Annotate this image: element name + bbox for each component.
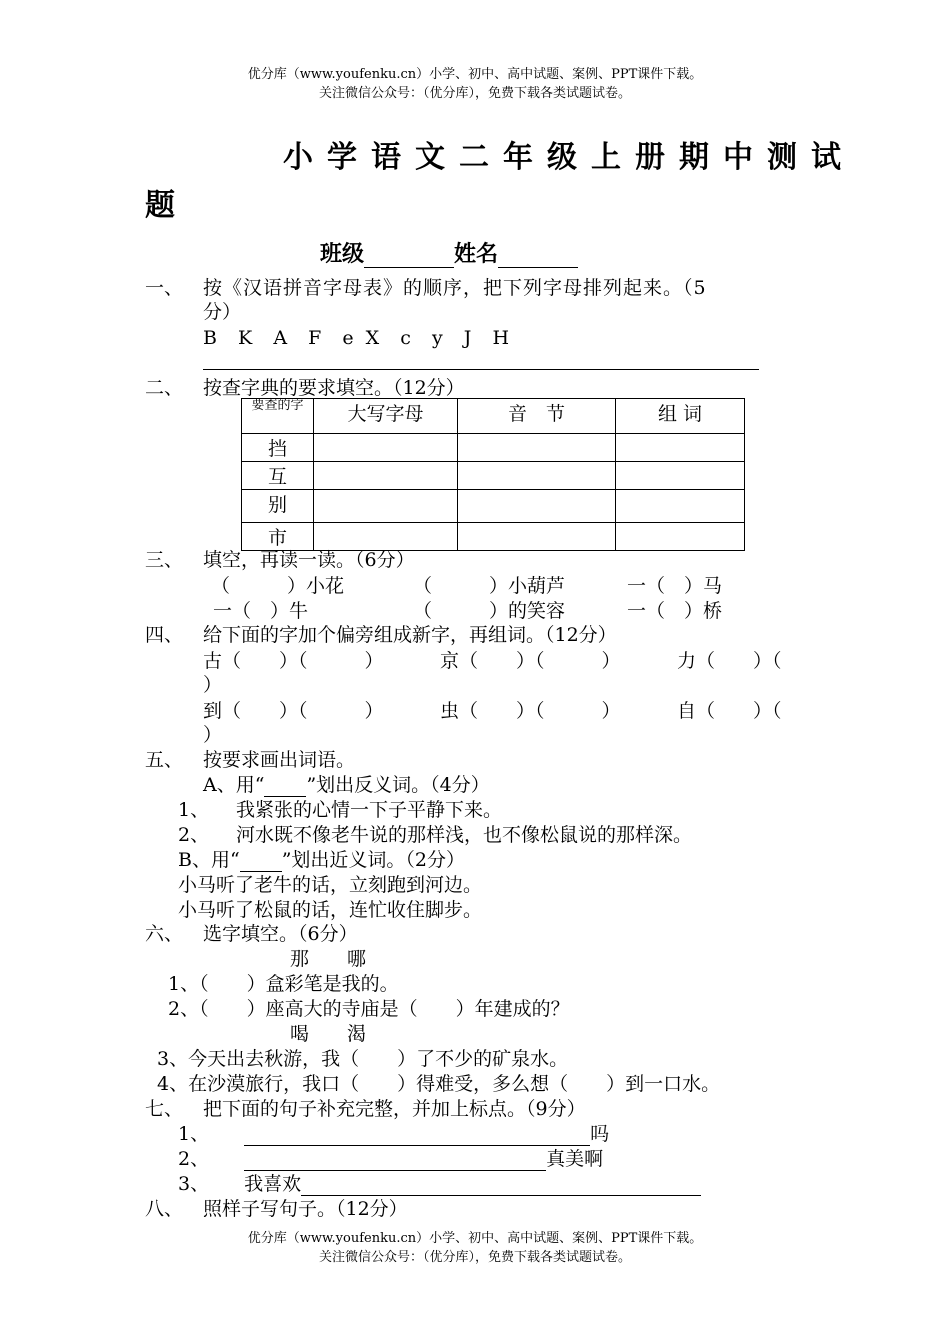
q3-item: （ ）小葫芦 [413, 575, 566, 597]
q7-blank-1[interactable] [244, 1125, 590, 1146]
q5-text: 按要求画出词语。 [203, 749, 356, 771]
underline-sample [264, 778, 306, 797]
q5-b-suffix: ”划出近义词。（2分） [281, 849, 465, 871]
q6-sentence-2: 2、（ ）座高大的寺庙是（ ）年建成的？ [168, 998, 570, 1020]
q5-a1-sentence: 我紧张的心情一下子平静下来。 [236, 799, 503, 821]
q6-text: 选字填空。（6分） [203, 923, 358, 945]
char-cell: 互 [242, 462, 314, 490]
name-blank[interactable] [498, 247, 578, 268]
q7-blank-2[interactable] [244, 1150, 546, 1171]
char-cell: 别 [242, 490, 314, 523]
q7-num-1: 1、 [178, 1123, 210, 1145]
answer-cell[interactable] [314, 434, 458, 462]
header-line-1: 优分库（www.youfenku.cn）小学、初中、高中试题、案例、PPT课件下载。 [247, 67, 703, 82]
q7-num-2: 2、 [178, 1148, 210, 1170]
q6-choice-pair-2: 喝 渴 [290, 1023, 367, 1045]
q4-item: 虫（ ）（ ） [440, 700, 621, 722]
q6-sentence-3: 3、今天出去秋游，我（ ）了不少的矿泉水。 [157, 1048, 569, 1070]
q4-item: 力（ ）（ [677, 650, 782, 672]
q3-item: 一（ ）牛 [213, 600, 309, 622]
q5-part-a [203, 773, 490, 797]
q1-answer-line[interactable] [203, 369, 759, 370]
q3-item: （ ）的笑容 [413, 600, 566, 622]
q6-sentence-1: 1、（ ）盒彩笔是我的。 [168, 973, 399, 995]
q5-b1-sentence: 小马听了老牛的话，立刻跑到河边。 [178, 874, 483, 896]
q7-end-1: 吗 [590, 1123, 610, 1145]
q7-text: 把下面的句子补充完整，并加上标点。（9分） [203, 1098, 586, 1120]
answer-cell[interactable] [314, 462, 458, 490]
name-label: 姓名 [454, 242, 499, 267]
underline-sample [240, 853, 282, 872]
q5-number: 五、 [145, 749, 184, 771]
q3-text: 填空，再读一读。（6分） [203, 549, 415, 571]
q3-item: （ ）小花 [211, 575, 345, 597]
header-cell: 音 节 [458, 399, 616, 434]
table-header-row [242, 399, 745, 434]
q7-start-3: 我喜欢 [244, 1173, 302, 1195]
q8-number: 八、 [145, 1198, 184, 1220]
q1-text: 按《汉语拼音字母表》的顺序，把下列字母排列起来。（5 [203, 277, 707, 299]
q4-item: 京（ ）（ ） [440, 650, 621, 672]
table-row [242, 462, 745, 490]
q1-letters: B K A F e X c y J H [203, 327, 513, 349]
table-row [242, 523, 745, 551]
header-line-2: 关注微信公众号：（优分库），免费下载各类试题试卷。 [318, 86, 631, 101]
q7-end-2: 真美啊 [546, 1148, 604, 1170]
q1-text-cont: 分） [203, 301, 242, 323]
q4-text: 给下面的字加个偏旁组成新字，再组词。（12分） [203, 624, 617, 646]
q5-part-b [178, 848, 465, 872]
q8-text: 照样子写句子。（12分） [203, 1198, 408, 1220]
q2-number: 二、 [145, 377, 184, 399]
answer-cell[interactable] [314, 490, 458, 523]
q6-choice-pair-1: 那 哪 [290, 948, 367, 970]
q3-number: 三、 [145, 549, 184, 571]
q4-item-cont: ） [203, 674, 223, 696]
footer-line-2: 关注微信公众号：（优分库），免费下载各类试题试卷。 [318, 1250, 631, 1265]
answer-cell[interactable] [616, 490, 745, 523]
q6-number: 六、 [145, 923, 184, 945]
page-title-cont: 题 [145, 188, 189, 223]
char-cell: 挡 [242, 434, 314, 462]
answer-cell[interactable] [616, 434, 745, 462]
q2-text: 按查字典的要求填空。（12分） [203, 377, 465, 399]
dictionary-table [241, 398, 745, 551]
answer-cell[interactable] [458, 490, 616, 523]
q4-item: 自（ ）（ [677, 700, 782, 722]
q3-item: 一（ ）马 [627, 575, 723, 597]
header-cell: 要查的字 [242, 399, 314, 434]
q7-line-2 [178, 1147, 603, 1171]
q4-number: 四、 [145, 624, 184, 646]
q7-line-1 [178, 1122, 609, 1146]
q4-item: 到（ ）（ ） [203, 700, 384, 722]
footer-line-1: 优分库（www.youfenku.cn）小学、初中、高中试题、案例、PPT课件下载。 [247, 1231, 703, 1246]
q6-sentence-4: 4、在沙漠旅行，我口（ ）得难受，多么想（ ）到一口水。 [157, 1073, 721, 1095]
answer-cell[interactable] [458, 434, 616, 462]
class-name-line [320, 237, 578, 268]
q5-b2-sentence: 小马听了松鼠的话，连忙收住脚步。 [178, 899, 483, 921]
q5-a-prefix: A、用“ [203, 774, 265, 796]
char-cell: 市 [242, 523, 314, 551]
q7-line-3 [178, 1172, 701, 1196]
q5-b-prefix: B、用“ [178, 849, 240, 871]
header-cell: 大写字母 [314, 399, 458, 434]
q4-item-cont: ） [203, 724, 223, 746]
q5-a1-number: 1、 [178, 799, 210, 821]
q5-a-suffix: ”划出反义词。（4分） [306, 774, 490, 796]
answer-cell[interactable] [314, 523, 458, 551]
q5-a2-sentence: 河水既不像老牛说的那样浅，也不像松鼠说的那样深。 [236, 824, 693, 846]
q5-a2-number: 2、 [178, 824, 210, 846]
q4-item: 古（ ）（ ） [203, 650, 384, 672]
page-title: 小学语文二年级上册期中测试 [283, 140, 855, 175]
answer-cell[interactable] [458, 523, 616, 551]
q7-number: 七、 [145, 1098, 184, 1120]
table-row [242, 490, 745, 523]
header-cell: 组 词 [616, 399, 745, 434]
answer-cell[interactable] [616, 462, 745, 490]
table-row [242, 434, 745, 462]
q7-blank-3[interactable] [301, 1175, 701, 1196]
q1-number: 一、 [145, 277, 184, 299]
class-label: 班级 [320, 242, 365, 267]
class-blank[interactable] [364, 247, 454, 268]
answer-cell[interactable] [458, 462, 616, 490]
answer-cell[interactable] [616, 523, 745, 551]
q3-item: 一（ ）桥 [627, 600, 723, 622]
q7-num-3: 3、 [178, 1173, 210, 1195]
